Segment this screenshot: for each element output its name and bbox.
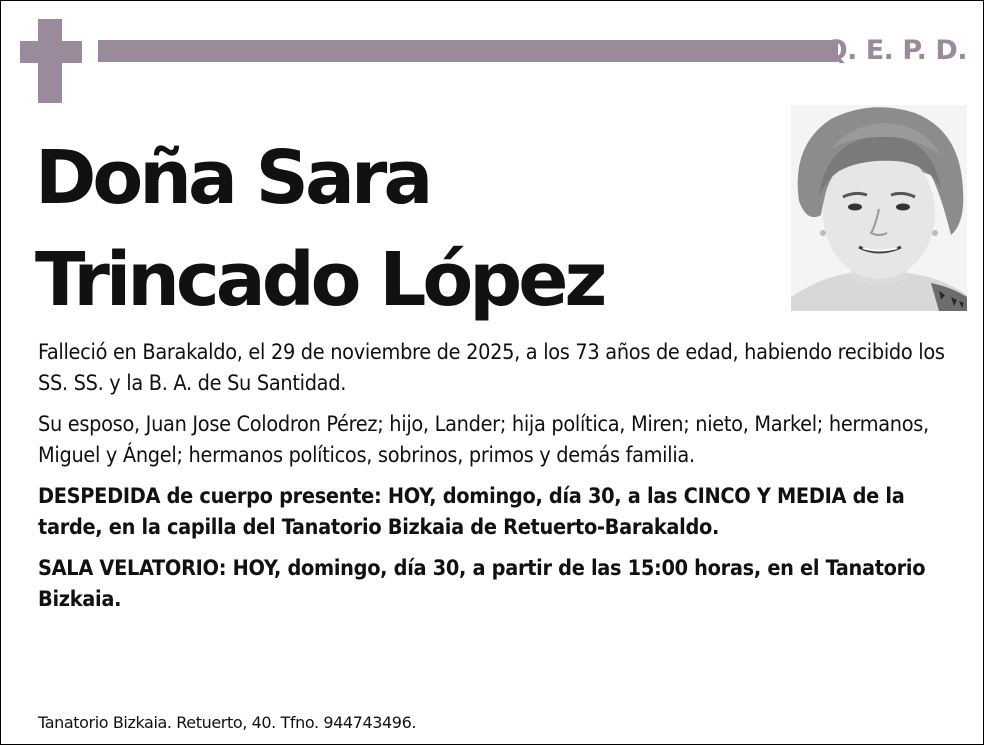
qepd-mark: Q. E. P. D. [824,35,967,66]
death-notice-paragraph: Falleció en Barakaldo, el 29 de noviembre de 2025, a los 73 años de edad, habiendo recibido los SS. SS. y la B. A. de Su Santidad. [38,340,945,396]
portrait-photo [791,105,967,311]
header-rule [98,40,838,62]
portrait-image [791,105,967,311]
name-line-1: Doña Sara [35,135,430,221]
name-line-2: Trincado López [35,237,604,323]
wake-room-paragraph: SALA VELATORIO: HOY, domingo, día 30, a partir de las 15:00 horas, en el Tanatorio Bizkaia. [38,556,926,612]
cross-horizontal-bar [20,41,82,63]
deceased-name [35,127,603,331]
funeral-home-footer: Tanatorio Bizkaia. Retuerto, 40. Tfno. 944743496. [38,713,417,732]
farewell-paragraph: DESPEDIDA de cuerpo presente: HOY, domingo, día 30, a las CINCO Y MEDIA de la tarde, en la capilla del Tanatorio Bizkaia de Retuerto-Barakaldo. [38,484,905,540]
family-paragraph: Su esposo, Juan Jose Colodron Pérez; hijo, Lander; hija política, Miren; nieto, Markel; hermanos, Miguel y Ángel; hermanos políticos, sobrinos, primos y demás familia. [38,412,929,468]
obituary-text [38,337,958,625]
